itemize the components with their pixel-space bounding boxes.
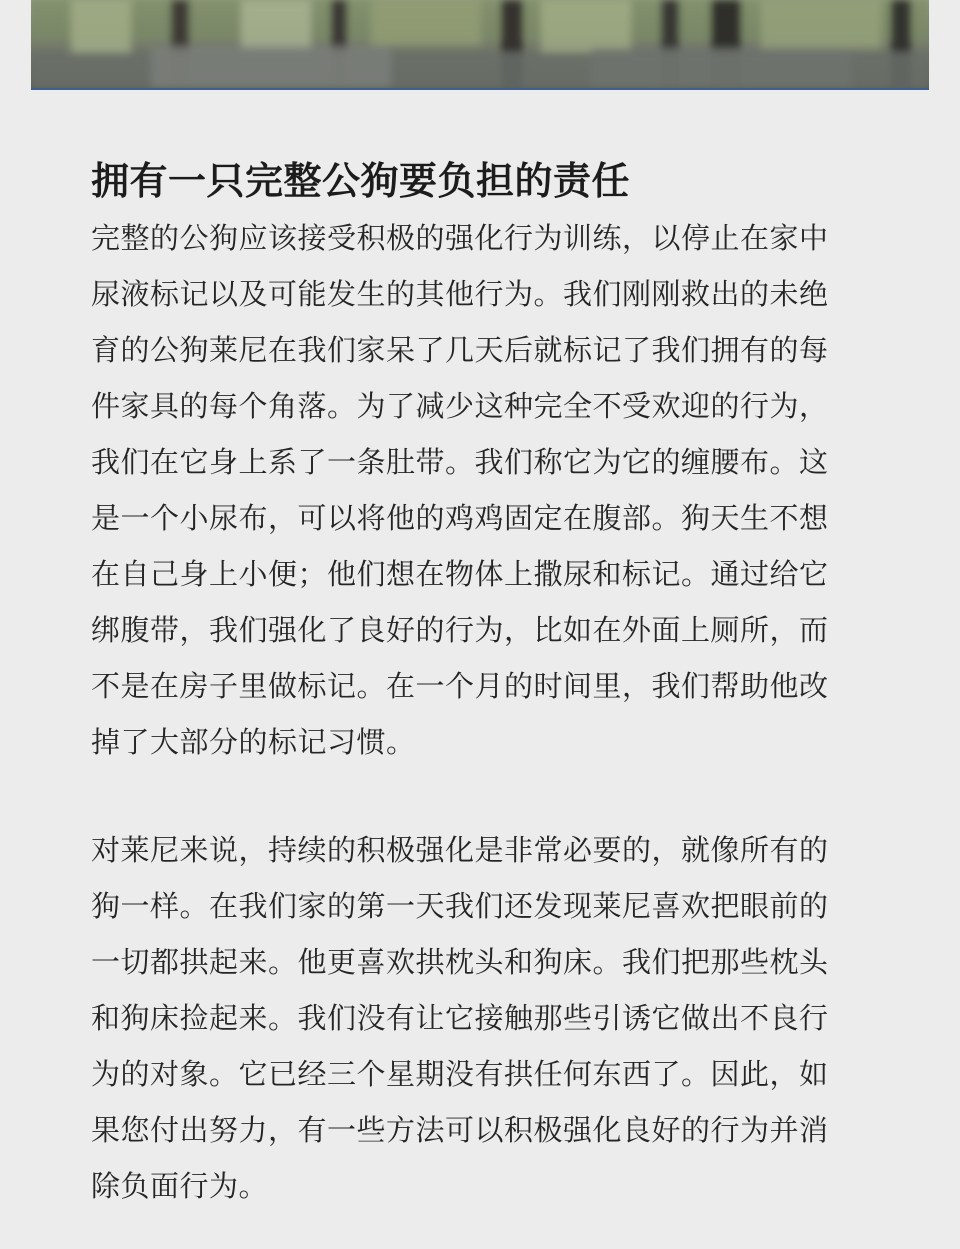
article-paragraph: 对莱尼来说，持续的积极强化是非常必要的，就像所有的 狗一样。在我们家的第一天我们还发现莱尼喜欢把眼前的 一切都拱起来。他更喜欢拱枕头和狗床。我们把那些枕头 和狗床捡起来。我们没有让它接触那些引诱它做出不良行 为的对象。它已经三个星期没有拱任何东西了。因此，如 果您付出努力，有一些方法可以积极强化良好的行为并消 除负面行为。: [91, 833, 829, 1203]
article-paragraph: 完整的公狗应该接受积极的强化行为训练，以停止在家中 尿液标记以及可能发生的其他行为。我们刚刚救出的未绝 育的公狗莱尼在我们家呆了几天后就标记了我们拥有的每 件家具的每个角落。为了减少这种完全不受欢迎的行为， 我们在它身上系了一条肚带。我们称它为它的缠腰布。这 是一个小尿布，可以将他的鸡鸡固定在腹部。狗天生不想 在自己身上小便；他们想在物体上撒尿和标记。通过给它 绑腹带，我们强化了良好的行为，比如在外面上厕所，而 不是在房子里做标记。在一个月的时间里，我们帮助他改 掉了大部分的标记习惯。: [91, 221, 829, 759]
article-body: [91, 152, 891, 1214]
article-title: 拥有一只完整公狗要负担的责任: [91, 159, 631, 203]
header-photo: [31, 0, 929, 90]
blurred-window-image: [31, 0, 929, 88]
